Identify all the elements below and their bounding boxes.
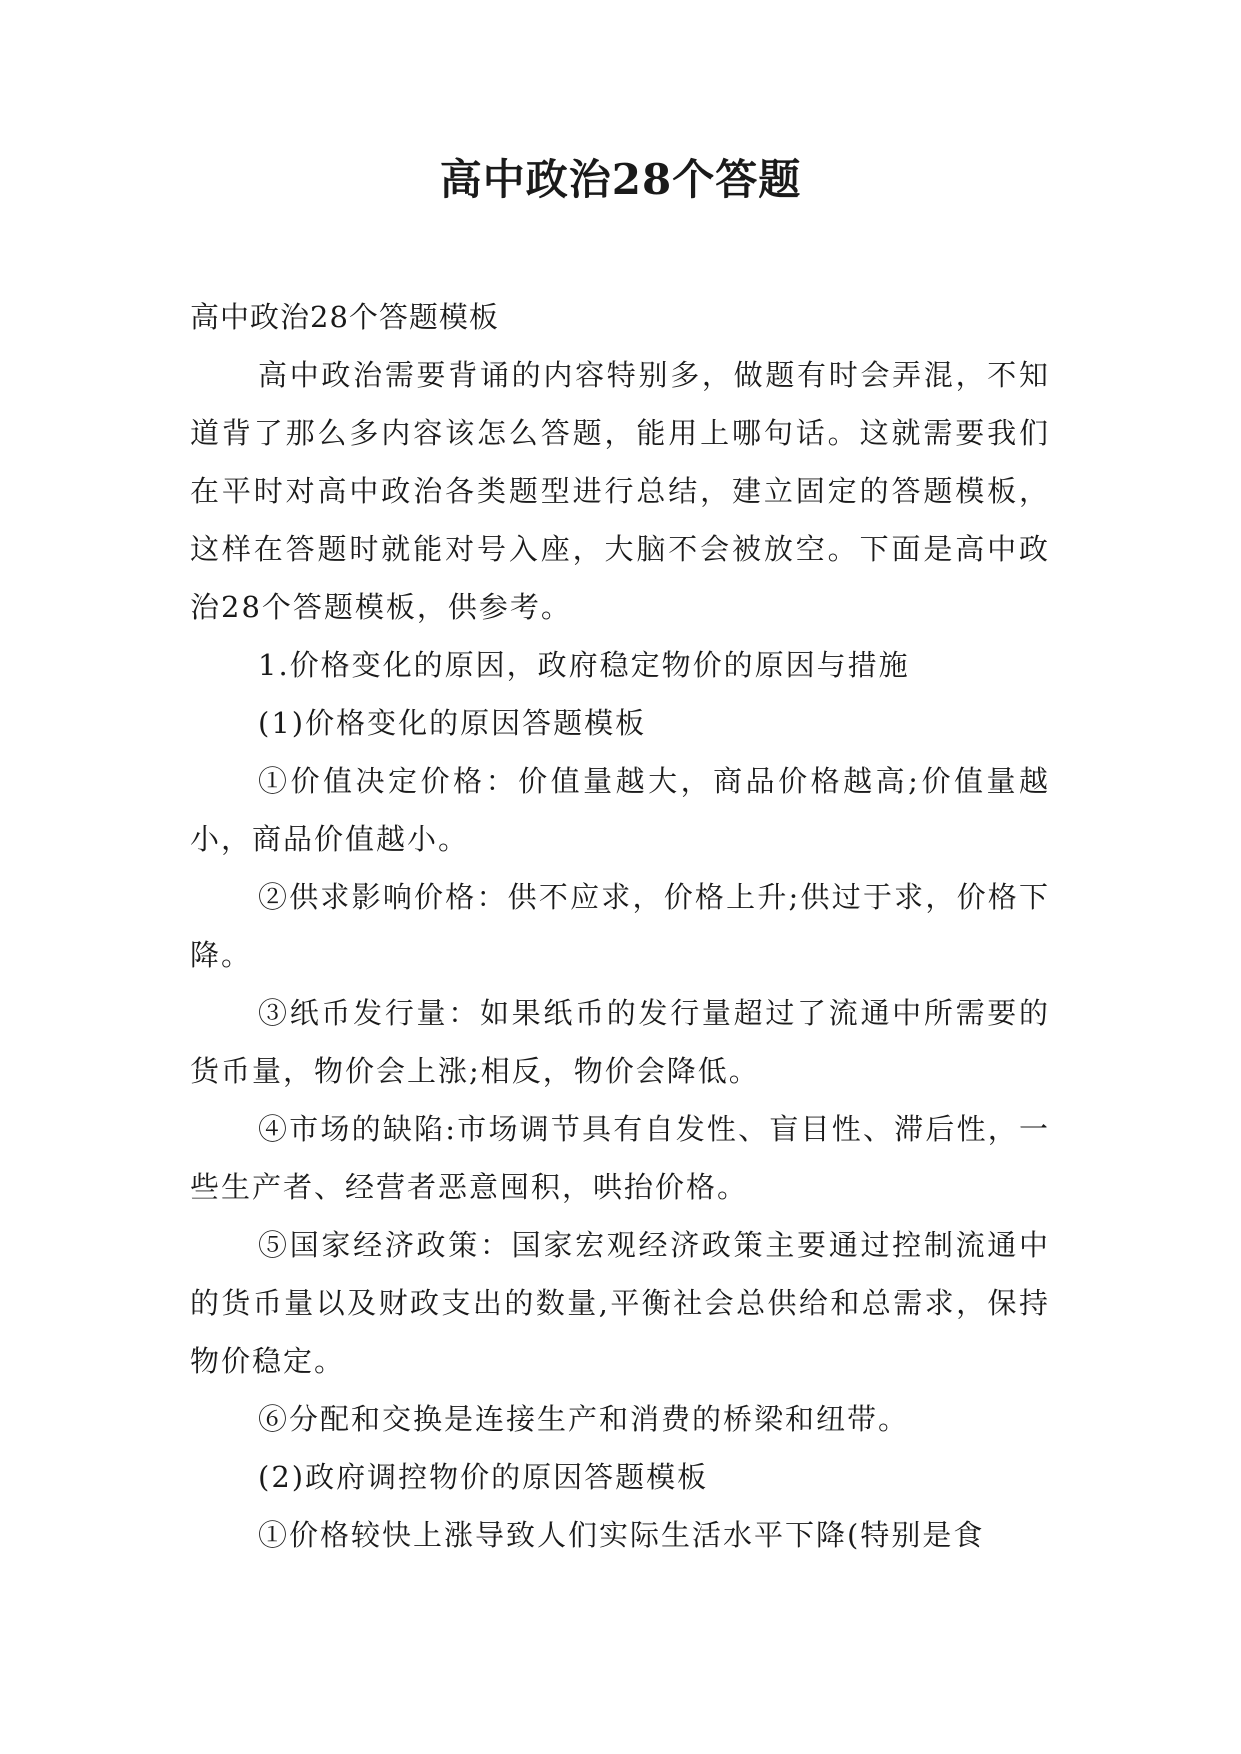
document-title: 高中政治28个答题 xyxy=(439,155,802,204)
subsection-heading: (2)政府调控物价的原因答题模板 xyxy=(258,1460,709,1494)
list-item: ②供求影响价格：供不应求，价格上升;供过于求，价格下降。 xyxy=(190,880,1050,972)
document-body xyxy=(190,288,1050,1564)
section-heading: 1.价格变化的原因，政府稳定物价的原因与措施 xyxy=(258,648,910,682)
list-item: ①价格较快上涨导致人们实际生活水平下降(特别是食 xyxy=(258,1518,985,1552)
subsection-heading: (1)价格变化的原因答题模板 xyxy=(258,706,647,740)
subtitle-line: 高中政治28个答题模板 xyxy=(190,300,499,334)
list-item: ④市场的缺陷:市场调节具有自发性、盲目性、滞后性，一些生产者、经营者恶意囤积，哄抬价格。 xyxy=(190,1112,1050,1204)
list-item: ③纸币发行量：如果纸币的发行量超过了流通中所需要的货币量，物价会上涨;相反，物价会降低。 xyxy=(190,996,1050,1088)
list-item: ①价值决定价格：价值量越大，商品价格越高;价值量越小，商品价值越小。 xyxy=(190,764,1050,856)
list-item: ⑤国家经济政策：国家宏观经济政策主要通过控制流通中的货币量以及财政支出的数量,平衡社会总供给和总需求，保持物价稳定。 xyxy=(190,1228,1050,1378)
list-item: ⑥分配和交换是连接生产和消费的桥梁和纽带。 xyxy=(258,1402,910,1436)
intro-paragraph: 高中政治需要背诵的内容特别多，做题有时会弄混，不知道背了那么多内容该怎么答题，能用上哪句话。这就需要我们在平时对高中政治各类题型进行总结，建立固定的答题模板，这样在答题时就能对号入座，大脑不会被放空。下面是高中政治28个答题模板，供参考。 xyxy=(190,358,1050,624)
